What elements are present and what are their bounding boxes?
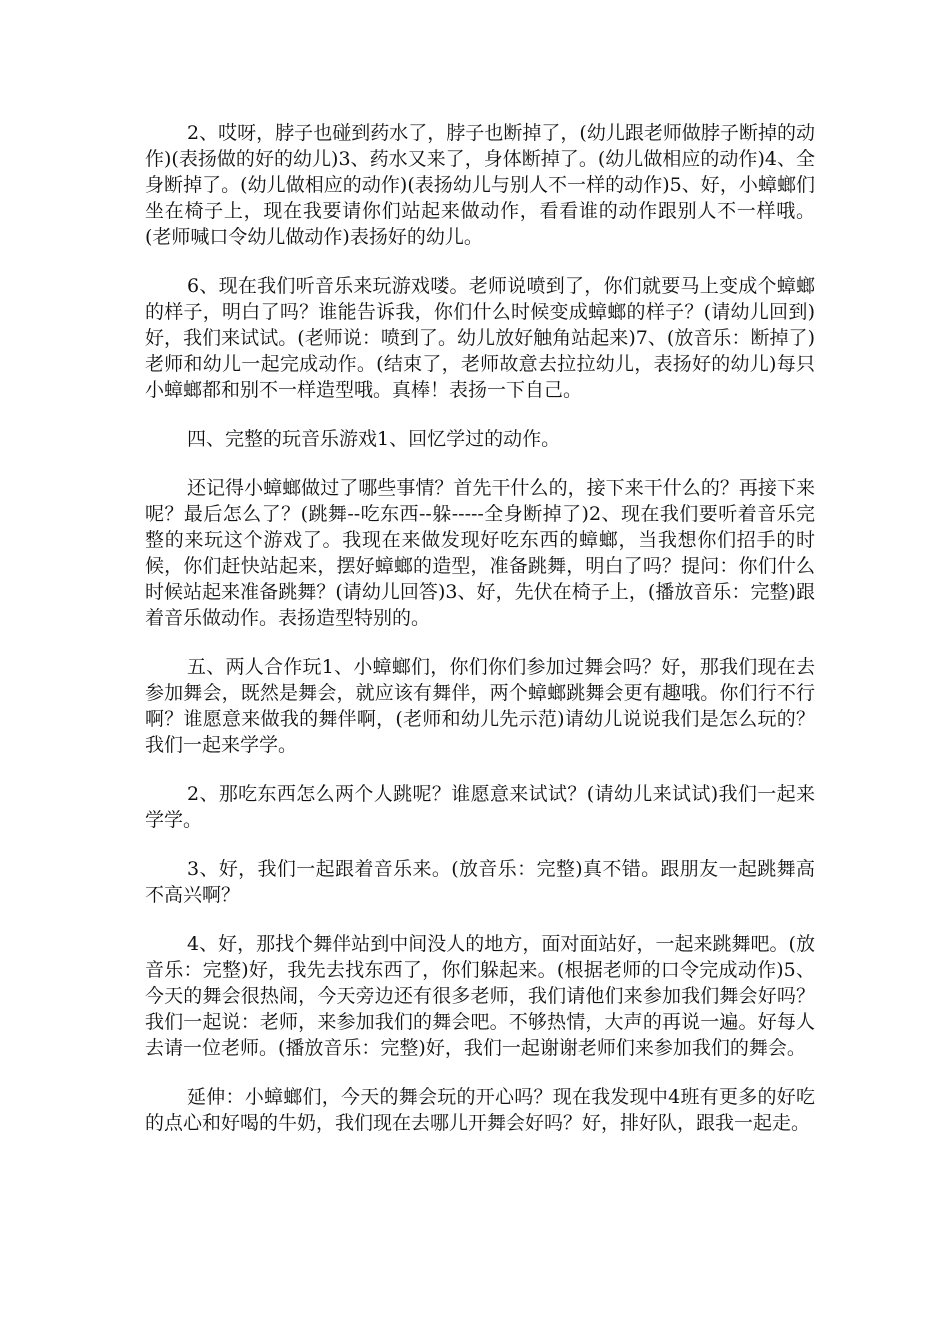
paragraph-section-five: 五、两人合作玩1、小蟑螂们，你们你们参加过舞会吗？好，那我们现在去参加舞会，既然是舞会，就应该有舞伴，两个蟑螂跳舞会更有趣哦。你们行不行啊？谁愿意来做我的舞伴啊，(老师和幼儿先示范)请幼儿说说我们是怎么玩的？我们一起来学学。 — [145, 656, 815, 756]
paragraph-eat-together: 2、那吃东西怎么两个人跳呢？谁愿意来试试？(请幼儿来试试)我们一起来学学。 — [145, 783, 815, 831]
paragraph-section-four: 四、完整的玩音乐游戏1、回忆学过的动作。 — [187, 428, 561, 450]
paragraph-find-partner: 4、好，那找个舞伴站到中间没人的地方，面对面站好，一起来跳舞吧。(放音乐：完整)好，我先去找东西了，你们躲起来。(根据老师的口令完成动作)5、今天的舞会很热闹，今天旁边还有很多老师，我们请他们来参加我们舞会好吗？我们一起说：老师，来参加我们的舞会吧。不够热情，大声的再说一遍。好每人去请一位老师。(播放音乐：完整)好，我们一起谢谢老师们来参加我们的舞会。 — [145, 933, 815, 1059]
paragraph-action-steps: 2、哎呀，脖子也碰到药水了，脖子也断掉了，(幼儿跟老师做脖子断掉的动作)(表扬做的好的幼儿)3、药水又来了，身体断掉了。(幼儿做相应的动作)4、全身断掉了。(幼儿做相应的动作)(表扬幼儿与别人不一样的动作)5、好，小蟑螂们坐在椅子上，现在我要请你们站起来做动作，看看谁的动作跟别人不一样哦。(老师喊口令幼儿做动作)表扬好的幼儿。 — [145, 122, 815, 248]
paragraph-extension: 延伸：小蟑螂们，今天的舞会玩的开心吗？现在我发现中4班有更多的好吃的点心和好喝的牛奶，我们现在去哪儿开舞会好吗？好，排好队，跟我一起走。 — [145, 1086, 815, 1134]
document-body — [145, 120, 815, 1159]
paragraph-music-game: 6、现在我们听音乐来玩游戏喽。老师说喷到了，你们就要马上变成个蟑螂的样子，明白了吗？谁能告诉我，你们什么时候变成蟑螂的样子？(请幼儿回到)好，我们来试试。(老师说：喷到了。幼儿放好触角站起来)7、(放音乐：断掉了)老师和幼儿一起完成动作。(结束了，老师故意去拉拉幼儿，表扬好的幼儿)每只小蟑螂都和别不一样造型哦。真棒！表扬一下自己。 — [145, 275, 815, 401]
paragraph-dance-music: 3、好，我们一起跟着音乐来。(放音乐：完整)真不错。跟朋友一起跳舞高不高兴啊？ — [145, 858, 815, 906]
paragraph-recall-actions: 还记得小蟑螂做过了哪些事情？首先干什么的，接下来干什么的？再接下来呢？最后怎么了？(跳舞--吃东西--躲-----全身断掉了)2、现在我们要听着音乐完整的来玩这个游戏了。我现在来做发现好吃东西的蟑螂，当我想你们招手的时候，你们赶快站起来，摆好蟑螂的造型，准备跳舞，明白了吗？提问：你们什么时候站起来准备跳舞？(请幼儿回答)3、好，先伏在椅子上，(播放音乐：完整)跟着音乐做动作。表扬造型特别的。 — [145, 477, 815, 629]
